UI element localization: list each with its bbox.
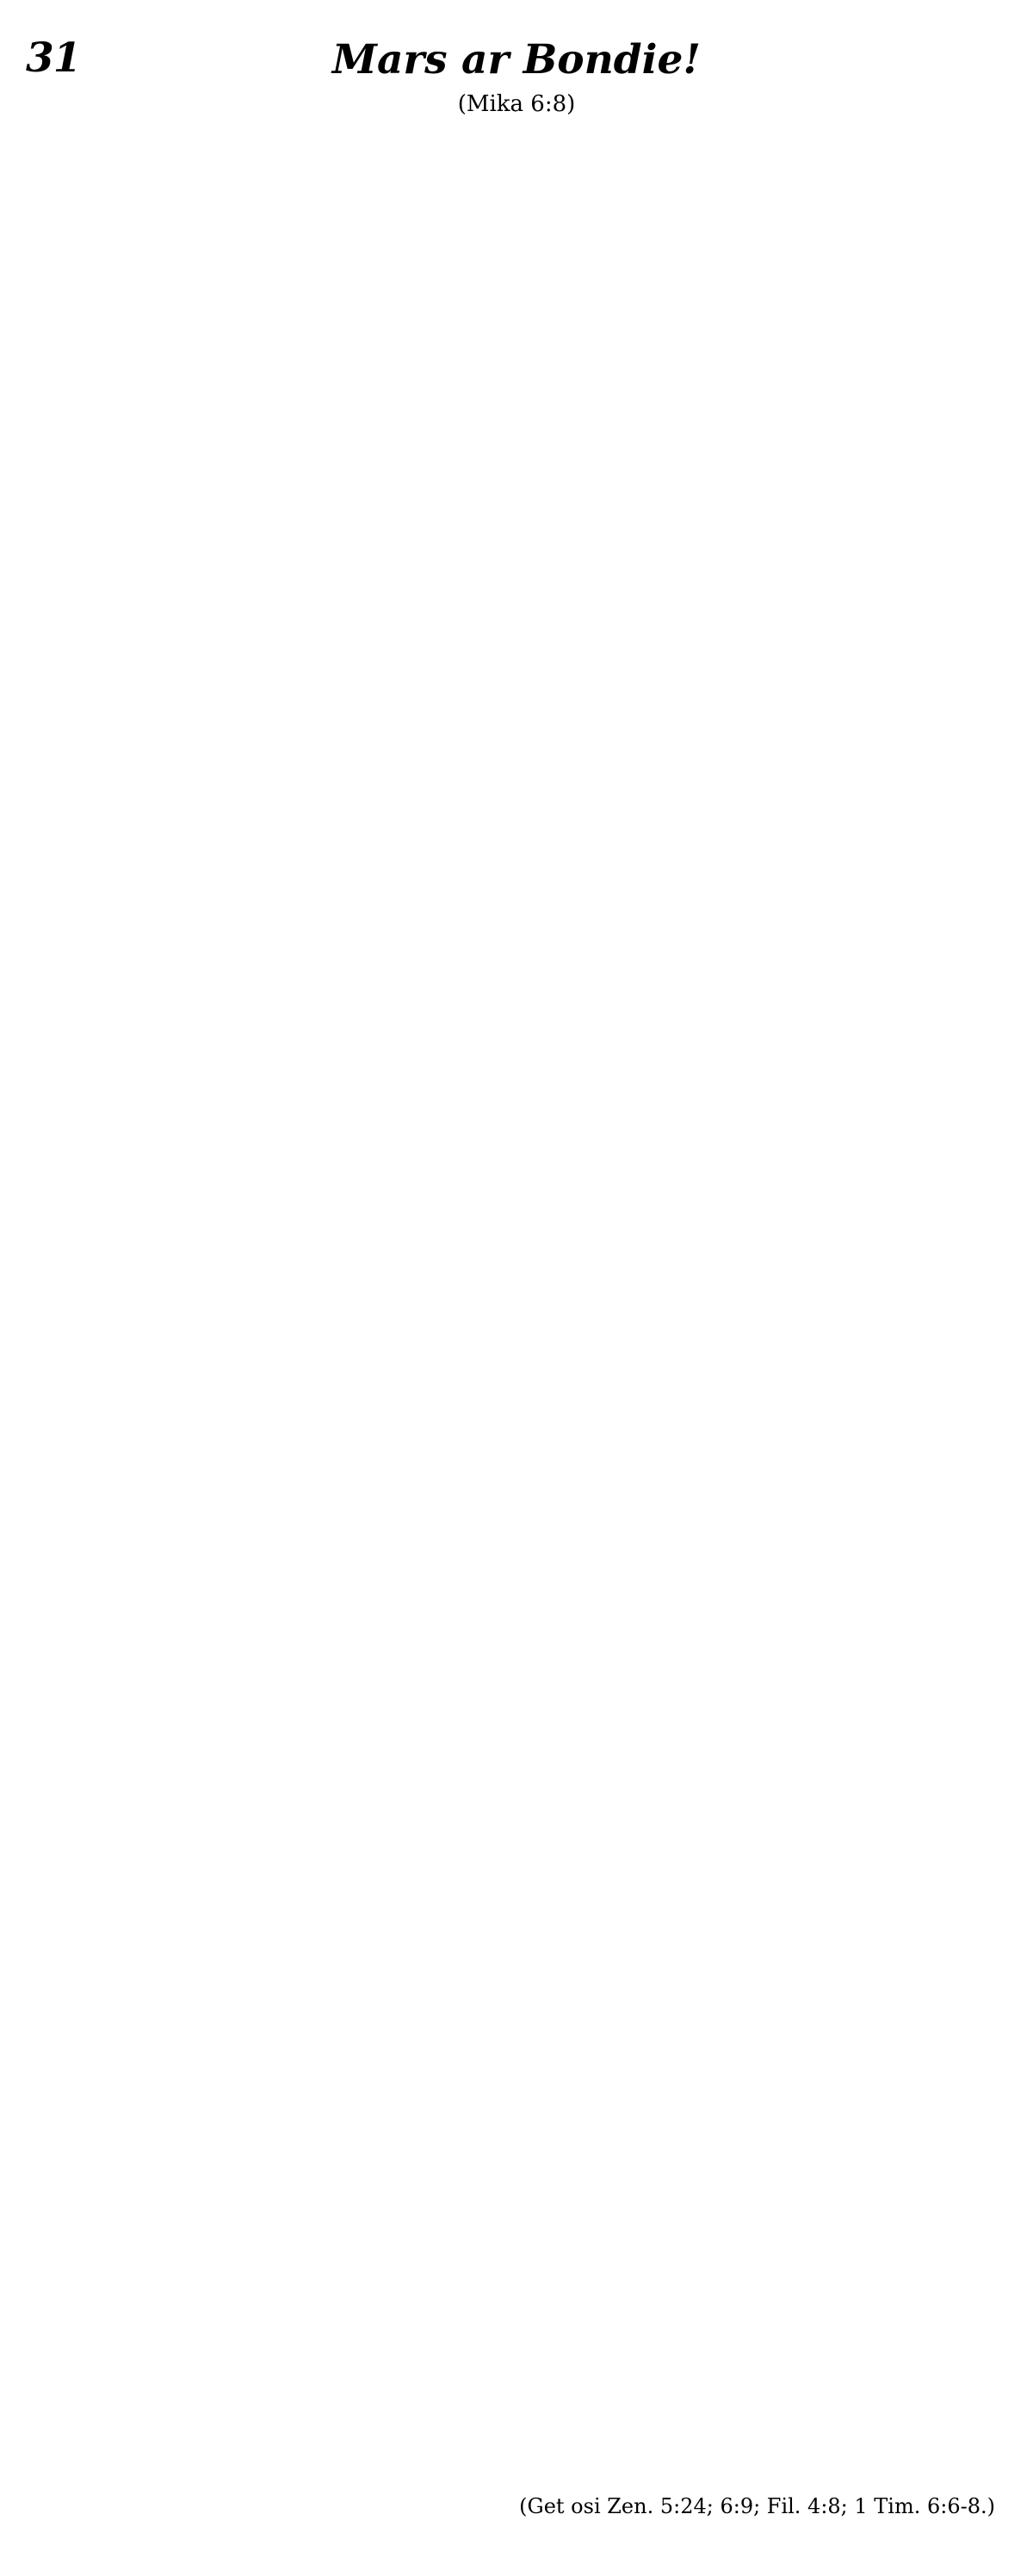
footer-reference: (Get osi Zen. 5:24; 6:9; Fil. 4:8; 1 Tim. 6:6-8.) — [519, 2494, 995, 2518]
page-title: Mars ar Bondie! — [331, 36, 702, 83]
song-number: 31 — [26, 34, 81, 82]
scripture-reference: (Mika 6:8) — [457, 91, 576, 117]
